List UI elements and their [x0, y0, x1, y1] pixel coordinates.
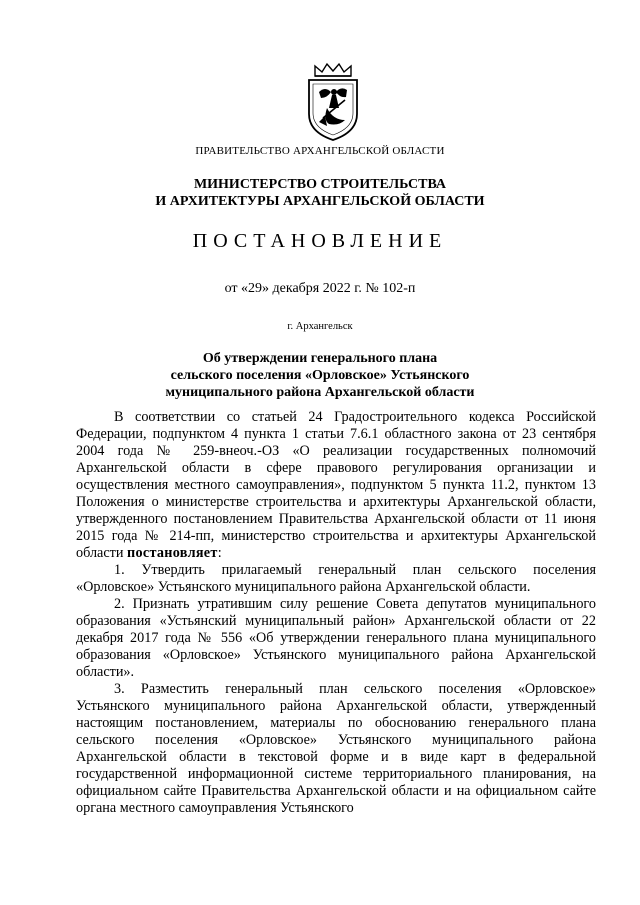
coat-of-arms-emblem: [305, 62, 361, 142]
title-line-2: сельского поселения «Орловское» Устьянского: [170, 368, 470, 383]
government-name: ПРАВИТЕЛЬСТВО АРХАНГЕЛЬСКОЙ ОБЛАСТИ: [195, 145, 445, 157]
ministry-line-2: И АРХИТЕКТУРЫ АРХАНГЕЛЬСКОЙ ОБЛАСТИ: [155, 194, 485, 209]
ministry-line-1: МИНИСТЕРСТВО СТРОИТЕЛЬСТВА: [193, 177, 447, 192]
title-line-1: Об утверждении генерального плана: [202, 351, 438, 366]
clause-3: 3. Разместить генеральный план сельского поселения «Орловское» Устьянского муниципального района Архангельской области, утвержденный настоящим постановлением, материалы по обоснованию генерального плана сельского поселения «Орловское» Устьянского муниципального района Архангельской области в текстовой форме и в виде карт в федеральной государственной информационной системе территориального планирования, на официальном сайте Правительства Архангельской области и на официальном сайте органа местного самоуправления Устьянского: [76, 681, 596, 816]
place-of-issue: г. Архангельск: [287, 321, 353, 332]
resolves-word: постановляет: [126, 545, 218, 561]
document-body: [76, 409, 596, 817]
resolves-colon: :: [217, 545, 222, 561]
clause-1: 1. Утвердить прилагаемый генеральный план сельского поселения «Орловское» Устьянского муниципального района Архангельской области.: [76, 562, 596, 595]
preamble-paragraph: [76, 409, 596, 562]
title-line-3: муниципального района Архангельской области: [165, 385, 475, 400]
clause-2: 2. Признать утратившим силу решение Совета депутатов муниципального образования «Устьянский муниципальный район» Архангельской области от 22 декабря 2017 года № 556 «Об утверждении генерального плана муниципального образования «Орловское» Устьянского муниципального района Архангельской области».: [76, 596, 596, 680]
preamble-text: В соответствии со статьей 24 Градостроительного кодекса Российской Федерации, подпунктом 4 пункта 1 статьи 7.6.1 областного закона от 23 сентября 2004 года № 259-внеоч.-ОЗ «О реализации государственных полномочий Архангельской области в сфере правового регулирования организации и осуществления местного самоуправления», подпунктом 5 пункта 11.2, пунктом 13 Положения о министерстве строительства и архитектуры Архангельской области, утвержденного постановлением Правительства Архангельской области от 11 июня 2015 года № 214-пп, министерство строительства и архитектуры Архангельской области: [76, 409, 596, 561]
date-and-number: от «29» декабря 2022 г. № 102-п: [224, 281, 416, 296]
ministry-name: [0, 176, 640, 210]
document-type: ПОСТАНОВЛЕНИЕ: [192, 230, 448, 252]
document-title: [0, 350, 640, 401]
